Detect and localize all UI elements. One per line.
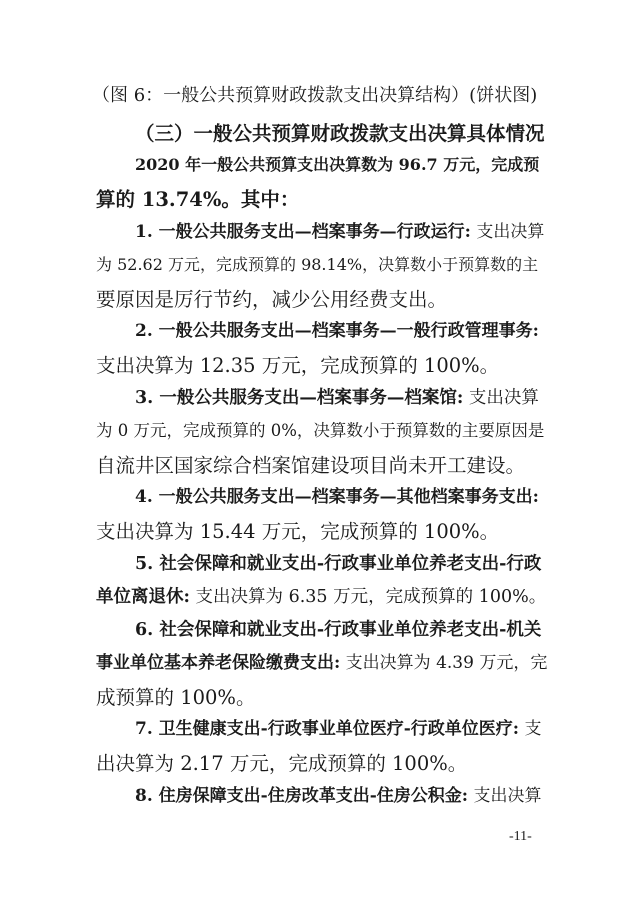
item-1-line-1 xyxy=(135,224,544,241)
item-6-title-cont: 事业单位基本养老保险缴费支出: xyxy=(96,653,341,673)
item-5-title: 5. 社会保障和就业支出-行政事业单位养老支出-行政 xyxy=(135,554,542,574)
item-8-title: 8. 住房保障支出-住房改革支出-住房公积金: xyxy=(135,786,469,806)
item-3-title: 3. 一般公共服务支出—档案事务—档案馆: xyxy=(135,388,464,408)
item-6-line-2 xyxy=(96,655,547,672)
item-2-title: 2. 一般公共服务支出—档案事务—一般行政管理事务: xyxy=(135,321,539,341)
item-1-text: 支出决算 xyxy=(470,222,545,242)
item-7-line-1 xyxy=(135,721,541,738)
item-1-title: 1. 一般公共服务支出—档案事务—行政运行: xyxy=(135,222,471,242)
item-7-title: 7. 卫生健康支出-行政事业单位医疗-行政单位医疗: xyxy=(135,719,520,739)
item-3-text: 支出决算 xyxy=(463,388,539,408)
figure-caption: （图 6：一般公共预算财政拨款支出决算结构）(饼状图) xyxy=(92,85,538,106)
item-1-line-3: 要原因是厉行节约，减少公用经费支出。 xyxy=(96,288,448,311)
item-2-line-2: 支出决算为 12.35 万元，完成预算的 100%。 xyxy=(96,354,500,377)
item-8-line-1 xyxy=(135,788,541,805)
item-5-text: 支出决算为 6.35 万元，完成预算的 100%。 xyxy=(189,587,547,607)
item-3-line-1 xyxy=(135,390,539,408)
item-7-line-2: 出决算为 2.17 万元，完成预算的 100%。 xyxy=(96,752,468,775)
item-7-text: 支 xyxy=(519,719,542,739)
item-6-line-3: 成预算的 100%。 xyxy=(96,686,256,709)
item-8-text: 支出决算 xyxy=(468,786,542,806)
item-6-text: 支出决算为 4.39 万元，完 xyxy=(340,653,548,673)
item-5-title-cont: 单位离退休: xyxy=(96,587,190,607)
item-4-line-2: 支出决算为 15.44 万元，完成预算的 100%。 xyxy=(96,520,500,543)
item-3-line-3: 自流井区国家综合档案馆建设项目尚未开工建设。 xyxy=(96,454,526,477)
page-number: -11- xyxy=(509,829,532,844)
intro-line-1: 2020 年一般公共预算支出决算数为 96.7 万元，完成预 xyxy=(135,155,540,174)
item-1-line-2: 为 52.62 万元，完成预算的 98.14%，决算数小于预算数的主 xyxy=(96,255,539,274)
item-3-line-2: 为 0 万元，完成预算的 0%，决算数小于预算数的主要原因是 xyxy=(96,421,545,440)
section-heading: （三）一般公共预算财政拨款支出决算具体情况 xyxy=(135,122,545,145)
item-4-title: 4. 一般公共服务支出—档案事务—其他档案事务支出: xyxy=(135,487,539,507)
intro-line-2: 算的 13.74%。其中： xyxy=(96,188,300,211)
item-6-title: 6. 社会保障和就业支出-行政事业单位养老支出-机关 xyxy=(135,620,542,640)
item-5-line-2 xyxy=(96,589,546,607)
